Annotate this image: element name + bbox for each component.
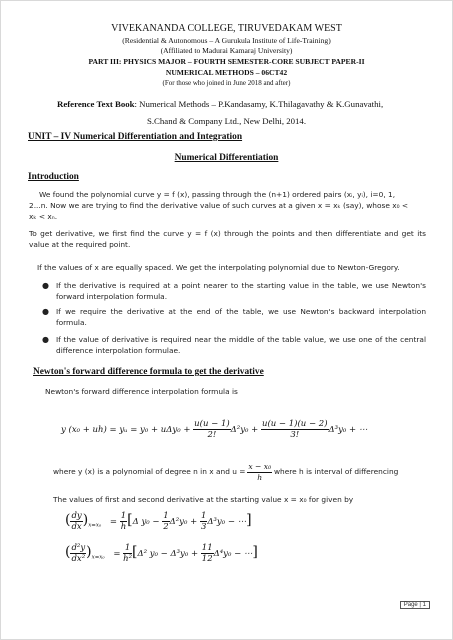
introduction-heading: Introduction [28,172,79,182]
course-title: NUMERICAL METHODS – 06CT42 [165,68,288,77]
newton-forward-formula: y (x₀ + uh) = yᵤ = y₀ + uΔy₀ + $\frac{u(u - 1)}{2!}$ Δ²y₀ + $\frac{u(u - 1)(u - 2)}{3!}$ Δ³y₀ + ⋯ [61,419,368,440]
intro-para2: To get derivative, we first find the curve y = f (x) through the points and then differentiate and get its value at the required point. [29,229,426,249]
unit-title: UNIT – IV Numerical Differentiation and Integration [28,132,243,142]
forward-heading: Newton's forward difference formula to get the derivative [33,367,264,377]
college-affiliation: (Affiliated to Madurai Kamaraj University) [160,46,293,55]
first-derivative-formula: ( $\frac{dy}{dx}$ )$_{x=x_0}$ = $\frac{1}{h}$ [Δ y₀ − $\frac{1}{2}$ Δ²y₀ + $\frac{1}{3}$ Δ³y₀ − ⋯] [65,511,252,532]
college-name: VIVEKANANDA COLLEGE, TIRUVEDAKAM WEST [111,23,342,34]
intro-para1-line1: We found the polynomial curve y = f (x), passing through the (n+1) ordered pairs (xᵢ, yᵢ), i=0, 1, [39,190,396,199]
joined-note: (For those who joined in June 2018 and after) [162,79,291,87]
paper-title: PART III: PHYSICS MAJOR – FOURTH SEMESTER-CORE SUBJECT PAPER-II [88,57,365,66]
bullet-icon: ● [42,335,49,344]
page-number: Page | 1 [400,601,430,609]
second-derivative-formula: ( $\frac{\text{d²y}}{\text{dx²}}$ )$_{x=x_0}$ = $\frac{1}{\text{h²}}$ [Δ² y₀ − Δ³y₀ + $\frac{11}{12}$ Δ⁴y₀ − ⋯] [65,543,258,564]
derivative-intro: The values of first and second derivative at the starting value x = x₀ for given by [53,495,354,504]
intro-para3: If the values of x are equally spaced. We get the interpolating polynomial due to Newton-Gregory. [37,263,400,272]
bullet-item: ● If the value of derivative is required near the middle of the table value, we use one of the central difference interpolation formulae. [42,335,426,355]
bullet-item: ● If we require the derivative at the end of the table, we use Newton's backward interpolation formula. [42,307,426,327]
bullet-icon: ● [42,307,49,316]
reference-publisher: S.Chand & Company Ltd., New Delhi, 2014. [146,116,307,126]
reference-label: Reference Text Book [57,99,135,109]
college-residential: (Residential & Autonomous – A Gurukula Institute of Life-Training) [122,36,331,45]
where-definition: where y (x) is a polynomial of degree n in x and u = $\frac{\text{x − x₀}}{h}$ where h is interval of differencing [53,462,399,482]
intro-para1-line2: 2...n. Now we are trying to find the derivative value of such curves at a given x = xₖ (say), whose x₀ < [29,201,409,210]
bullet-icon: ● [42,281,49,290]
intro-para1-line3: xₖ < xₙ. [29,212,58,221]
reference-text: : Numerical Methods – P.Kandasamy, K.Thilagavathy & K.Gunavathi, [134,99,384,109]
forward-intro: Newton's forward difference interpolation formula is [45,387,238,396]
bullet-item: ● If the derivative is required at a point nearer to the starting value in the table, we use Newton's forward interpolation formula. [42,281,426,301]
section-title: Numerical Differentiation [174,153,279,163]
reference-line [57,99,383,109]
